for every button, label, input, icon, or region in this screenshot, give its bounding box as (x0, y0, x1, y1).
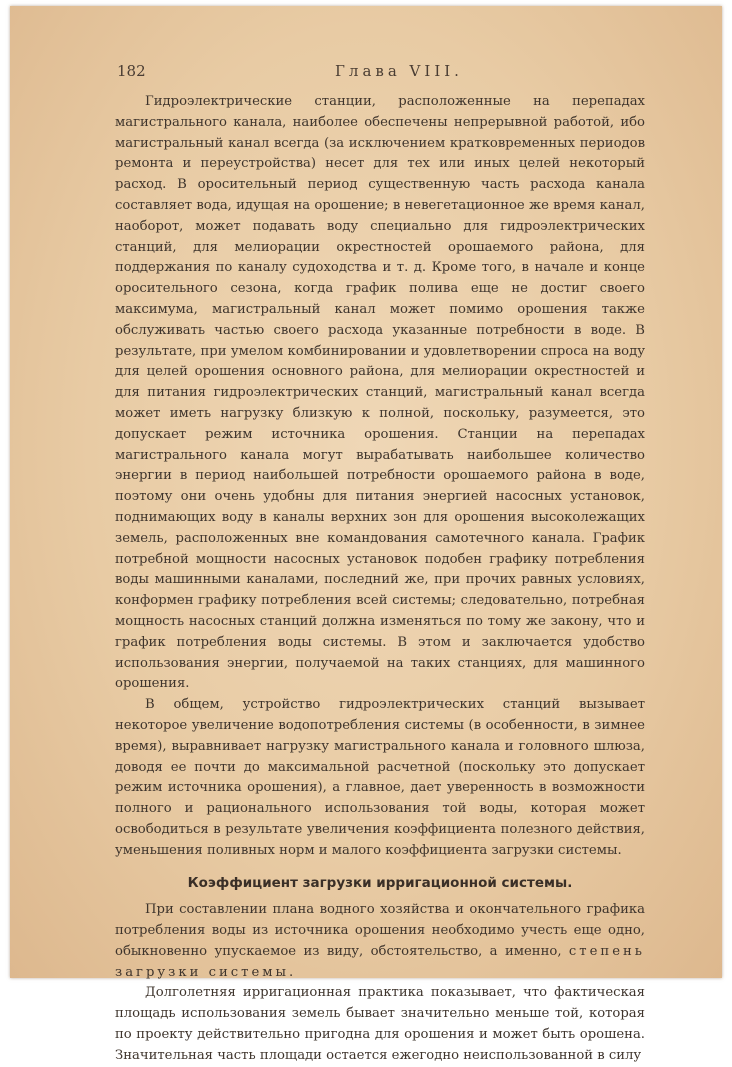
book-page (10, 6, 722, 1063)
section-heading: Коэффициент загрузки ирригационной системы. (187, 875, 573, 892)
emphasized-term: степень загрузки системы. (115, 943, 645, 980)
page-header (115, 62, 645, 84)
paragraph-3 (115, 900, 645, 983)
paragraph-3-text: При составлении плана водного хозяйства и окончательного графика потребления воды из источника орошения необходимо учесть еще одно, обыкновенно упускаемое из виду, обстоятельство, а именно, (115, 902, 645, 959)
paragraph-4: Долголетняя ирригационная практика показывает, что фактическая площадь использования земель бывает значительно меньше той, которая по проекту действительно пригодна для орошения и может быть орошена. Значительная часть площади остается ежегодно неиспользованной в силу (115, 985, 645, 1063)
paragraph-2: В общем, устройство гидроэлектрических станций вызывает некоторое увеличение водопотребления системы (в особенности, в зимнее время), выравнивает нагрузку магистрального канала и головного шлюза, доводя ее почти до максимальной расчетной (поскольку это допускает режим источника орошения), а главное, дает уверенность в возможности полного и рационального использования той воды, которая может освободиться в результате увеличения коэффициента полезного действия, уменьшения поливных норм и малого коэффициента загрузки системы. (115, 697, 645, 858)
chapter-title: Глава VIII. (335, 62, 463, 80)
paragraph-1: Гидроэлектрические станции, расположенные на перепадах магистрального канала, наиболее обеспечены непрерывной работой, ибо магистральный канал всегда (за исключением кратковременных периодов ремонта и переустройства) несет для тех или иных целей некоторый расход. В оросительный период существенную часть расхода канала составляет вода, идущая на орошение; в невегетационное же время канал, наоборот, может подавать воду специально для гидроэлектрических станций, для мелиорации окрестностей орошаемого района, для поддержания по каналу судоходства и т. д. Кроме того, в начале и конце оросительного сезона, когда график полива еще не достиг своего максимума, магистральный канал может помимо орошения также обслуживать частью своего расхода указанные потребности в воде. В результате, при умелом комбинировании и удовлетворении спроса на воду для целей орошения основного района, для мелиорации окрестностей и для питания гидроэлектрических станций, магистральный канал всегда может иметь нагрузку близкую к полной, поскольку, разумеется, это допускает режим источника орошения. Станции на перепадах магистрального канала могут вырабатывать наибольшее количество энергии в период наибольшей потребности орошаемого района в воде, поэтому они очень удобны для питания энергией насосных установок, поднимающих воду в каналы верхних зон для орошения высоколежащих земель, расположенных вне командования самотечного канала. График потребной мощности насосных установок подобен графику потребления воды машинными каналами, последний же, при прочих равных условиях, конформен графику потребления всей системы; следовательно, потребная мощность насосных станций должна изменяться по тому же закону, что и график потребления воды системы. В этом и заключается удобство использования энергии, получаемой на таких станциях, для машинного орошения. (115, 94, 645, 692)
page-number: 182 (117, 62, 146, 80)
body-text (115, 92, 645, 1067)
